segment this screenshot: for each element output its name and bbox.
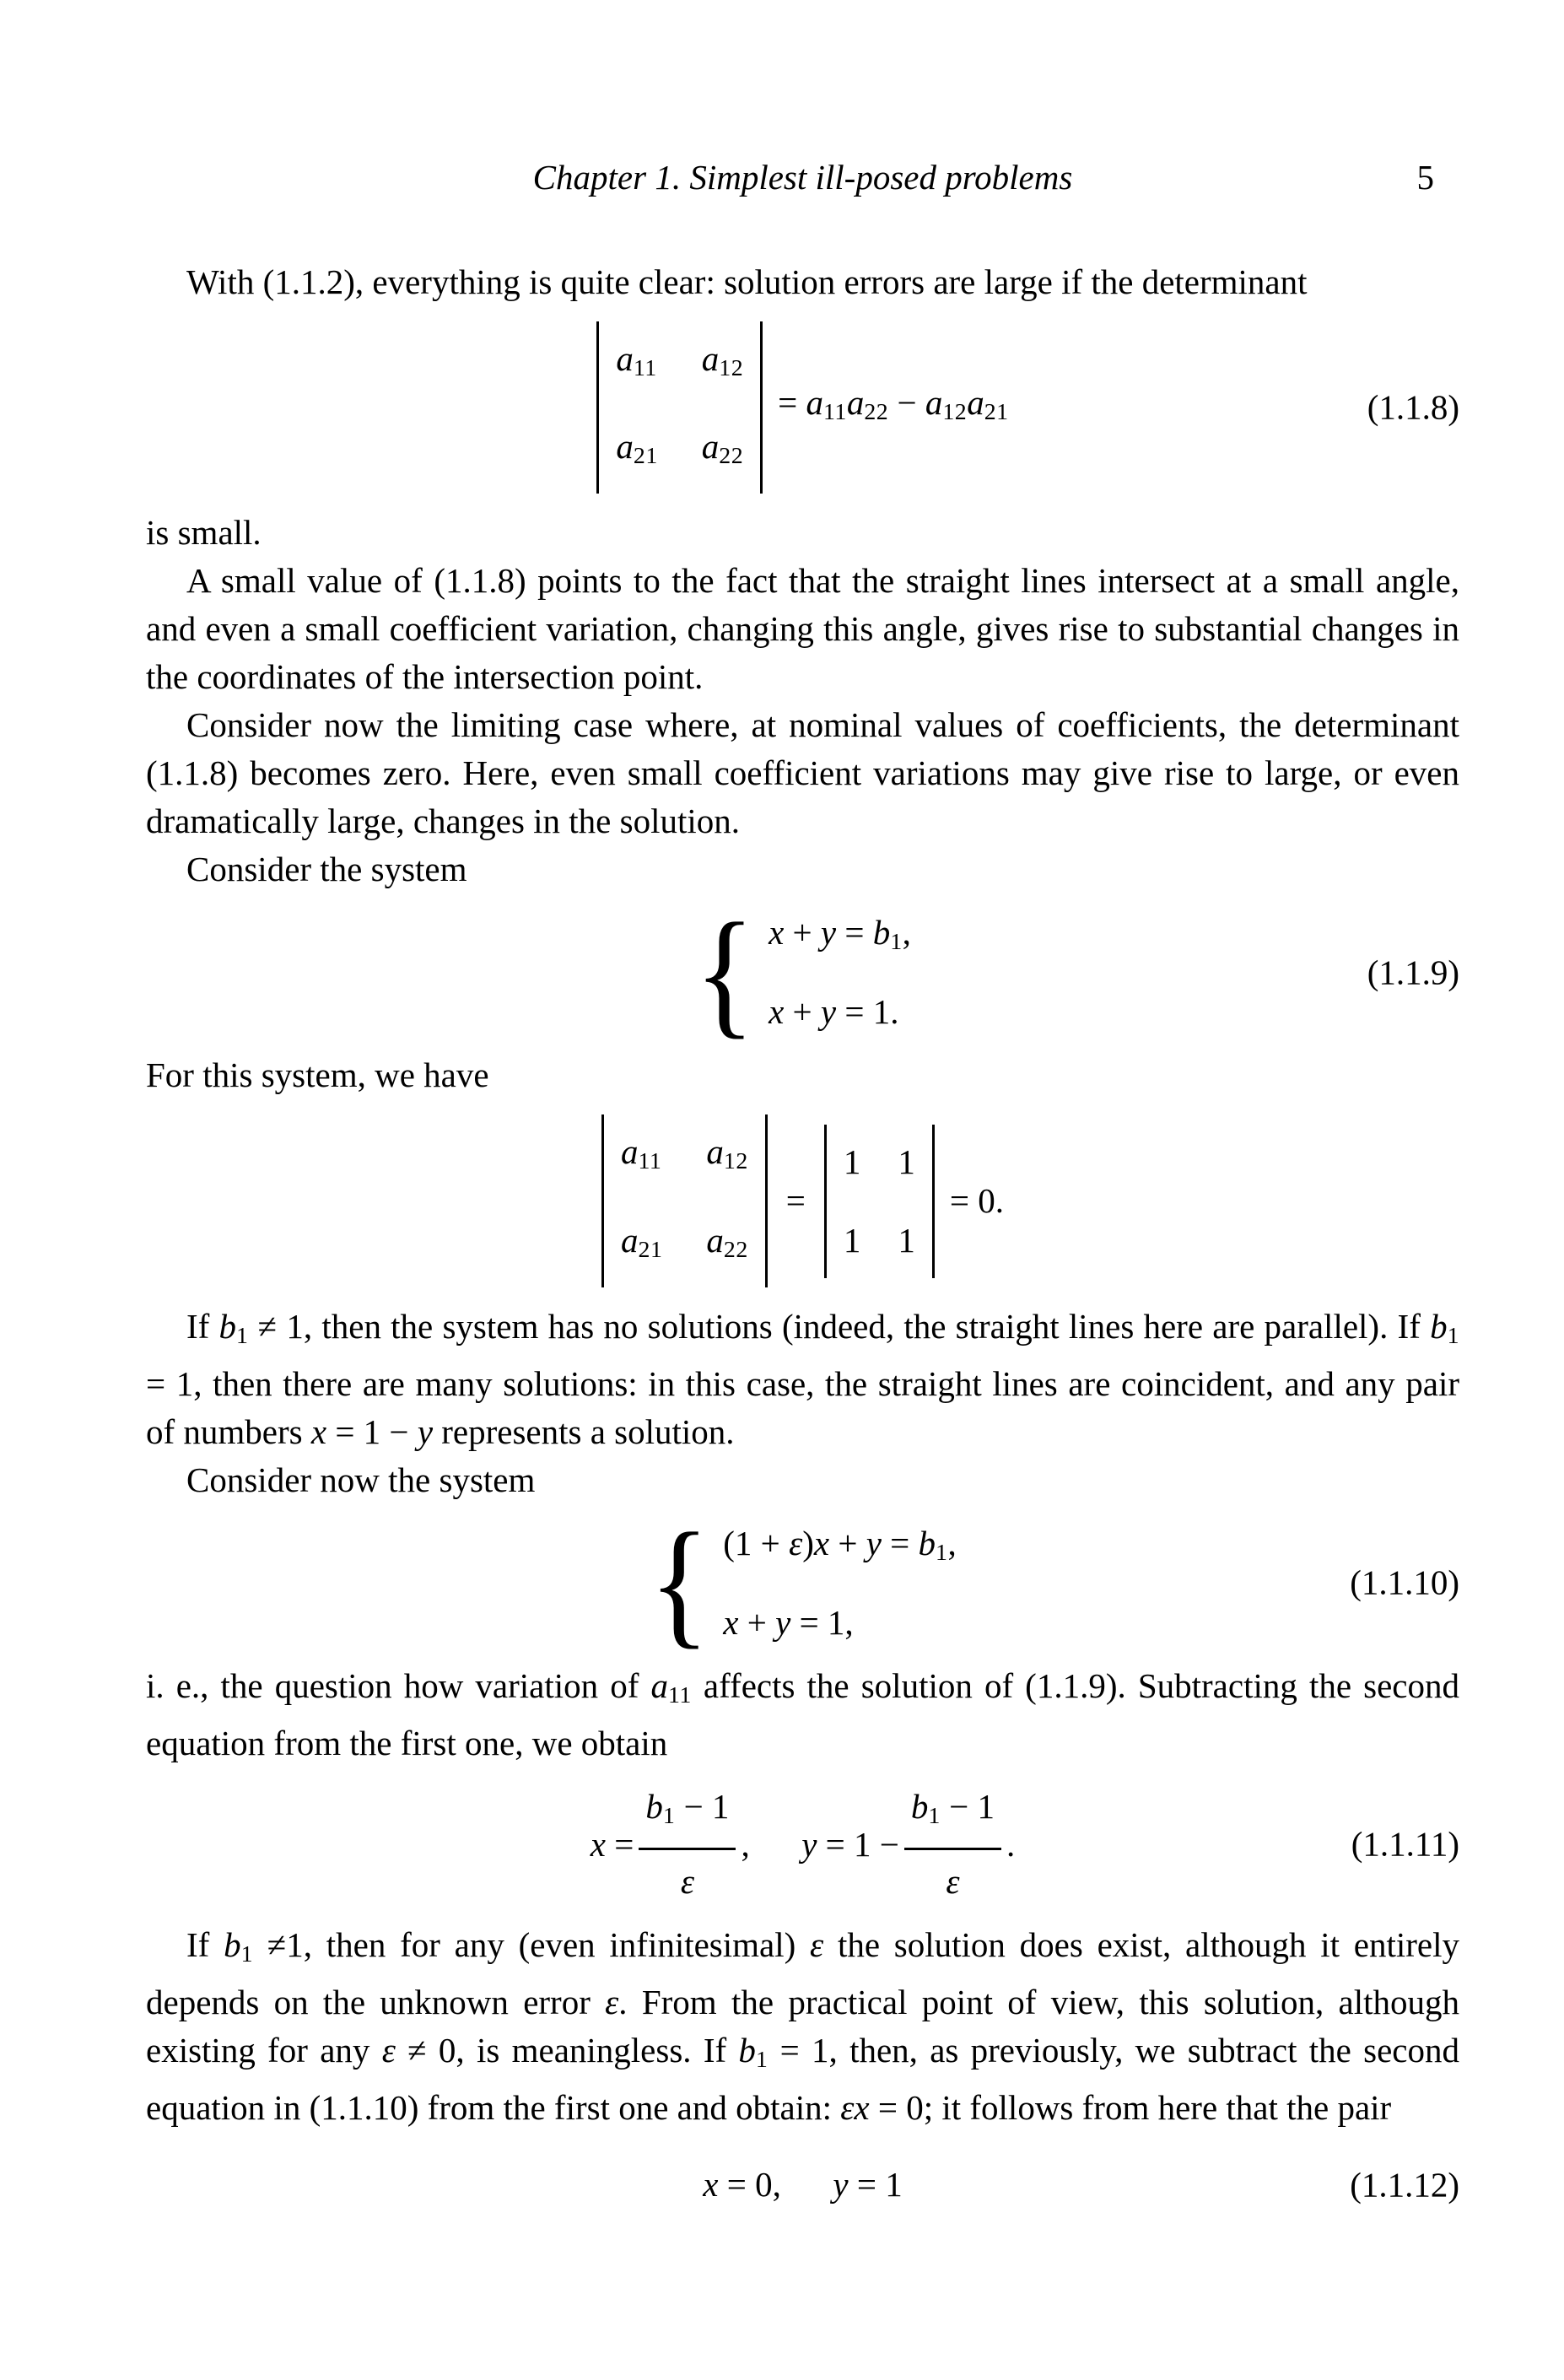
equation-body bbox=[649, 1504, 957, 1662]
equation-rhs: = 0. bbox=[949, 1181, 1004, 1220]
equation-1-1-9 bbox=[146, 893, 1459, 1051]
matrix-cell: a22 bbox=[706, 1220, 748, 1263]
determinant-matrix bbox=[601, 1114, 768, 1287]
matrix-cell: 1 bbox=[898, 1141, 915, 1181]
matrix-cell: a21 bbox=[621, 1220, 663, 1263]
matrix-cell: a21 bbox=[616, 427, 658, 470]
equation-lead: x = bbox=[590, 1824, 634, 1864]
paragraph-2: is small. bbox=[146, 513, 262, 553]
paragraph-9: i. e., the question how variation of a11 affects the solution of (1.1.9). Subtracting the second equation from the first one, we obtain bbox=[146, 1665, 1459, 1762]
equation-rhs: = a11a22 − a12a21 bbox=[778, 383, 1009, 426]
matrix-cell: a12 bbox=[701, 339, 744, 382]
system-line: x + y = 1, bbox=[723, 1602, 854, 1642]
equation-1-1-11 bbox=[146, 1783, 1459, 1906]
determinant-matrix bbox=[596, 321, 763, 494]
equation-tail: . bbox=[1006, 1824, 1016, 1864]
equation-number: (1.1.11) bbox=[1351, 1824, 1459, 1864]
matrix-grid bbox=[616, 335, 743, 480]
paragraph-10: If b1 ≠1, then for any (even infinitesimal) ε the solution does exist, although it entirely depends on the unknown error ε. From the practical point of view, this solution, although existing for any ε ≠ 0, is meaningless. If b1 = 1, then, as previously, we subtract the second equation in (1.1.10) from the first one and obtain: εx = 0; it follows from here that the pair bbox=[146, 1925, 1459, 2128]
system-line: (1 + ε)x + y = b1, bbox=[723, 1523, 957, 1566]
matrix-grid bbox=[621, 1128, 748, 1273]
matrix-cell: a11 bbox=[616, 339, 657, 382]
system-lines bbox=[723, 1519, 956, 1647]
equation-body bbox=[601, 1114, 1004, 1287]
equation-number: (1.1.12) bbox=[1350, 2165, 1459, 2205]
matrix-cell: 1 bbox=[843, 1141, 861, 1181]
paragraph-5: Consider the system bbox=[186, 850, 467, 889]
system-lines bbox=[769, 909, 911, 1036]
system-left-brace: { bbox=[694, 893, 756, 1051]
equation-1-1-12 bbox=[146, 2161, 1459, 2209]
equation-number: (1.1.9) bbox=[1367, 953, 1459, 992]
chapter-title: Chapter 1. Simplest ill-posed problems bbox=[532, 158, 1073, 197]
equation-1-1-10 bbox=[146, 1504, 1459, 1662]
system-line: x + y = 1. bbox=[769, 992, 899, 1032]
matrix-cell: a11 bbox=[621, 1132, 662, 1175]
equation-body bbox=[596, 321, 1008, 494]
fraction-denominator: ε bbox=[639, 1848, 736, 1906]
paragraph-1: With (1.1.2), everything is quite clear: solution errors are large if the determinant bbox=[186, 262, 1308, 301]
determinant-matrix bbox=[824, 1125, 935, 1278]
equation-body bbox=[591, 1783, 1015, 1906]
page-number: 5 bbox=[1416, 158, 1434, 197]
fraction-denominator: ε bbox=[904, 1848, 1001, 1906]
equation-middle: , y = 1 − bbox=[741, 1824, 899, 1864]
equation-1-1-8 bbox=[146, 321, 1459, 494]
equation-determinants bbox=[146, 1114, 1459, 1287]
matrix-cell: 1 bbox=[898, 1220, 915, 1260]
matrix-cell: a22 bbox=[701, 427, 744, 470]
running-header bbox=[146, 154, 1459, 197]
equals-sign: = bbox=[785, 1181, 806, 1220]
matrix-cell: a12 bbox=[706, 1132, 748, 1175]
paragraph-6: For this system, we have bbox=[146, 1055, 489, 1095]
paragraph-4: Consider now the limiting case where, at nominal values of coefficients, the determinant (1.1.8) becomes zero. Here, even small coefficient variations may give rise to large, or even dramatically large, changes in the solution. bbox=[146, 705, 1459, 841]
paragraph-7: If b1 ≠ 1, then the system has no solutions (indeed, the straight lines here are parallel). If b1 = 1, then there are many solutions: in this case, the straight lines are coincident, and any pair of numbers x = 1 − y represents a solution. bbox=[146, 1306, 1460, 1451]
system-left-brace: { bbox=[649, 1504, 710, 1662]
matrix-grid bbox=[844, 1138, 915, 1265]
fraction bbox=[639, 1783, 736, 1906]
fraction-numerator: b1 − 1 bbox=[645, 1787, 730, 1830]
paragraph-8: Consider now the system bbox=[186, 1460, 536, 1499]
fraction bbox=[904, 1783, 1001, 1906]
fraction-numerator: b1 − 1 bbox=[910, 1787, 995, 1830]
equation-number: (1.1.10) bbox=[1350, 1562, 1459, 1602]
equation-body bbox=[703, 2161, 902, 2209]
matrix-cell: 1 bbox=[843, 1220, 861, 1260]
paragraph-3: A small value of (1.1.8) points to the fact that the straight lines intersect at a small angle, and even a small coefficient variation, changing this angle, gives rise to substantial changes in the coordinates of the intersection point. bbox=[146, 561, 1459, 697]
equation-line: x = 0, y = 1 bbox=[703, 2165, 903, 2205]
equation-number: (1.1.8) bbox=[1367, 387, 1459, 427]
equation-body bbox=[694, 893, 911, 1051]
system-line: x + y = b1, bbox=[769, 913, 911, 956]
